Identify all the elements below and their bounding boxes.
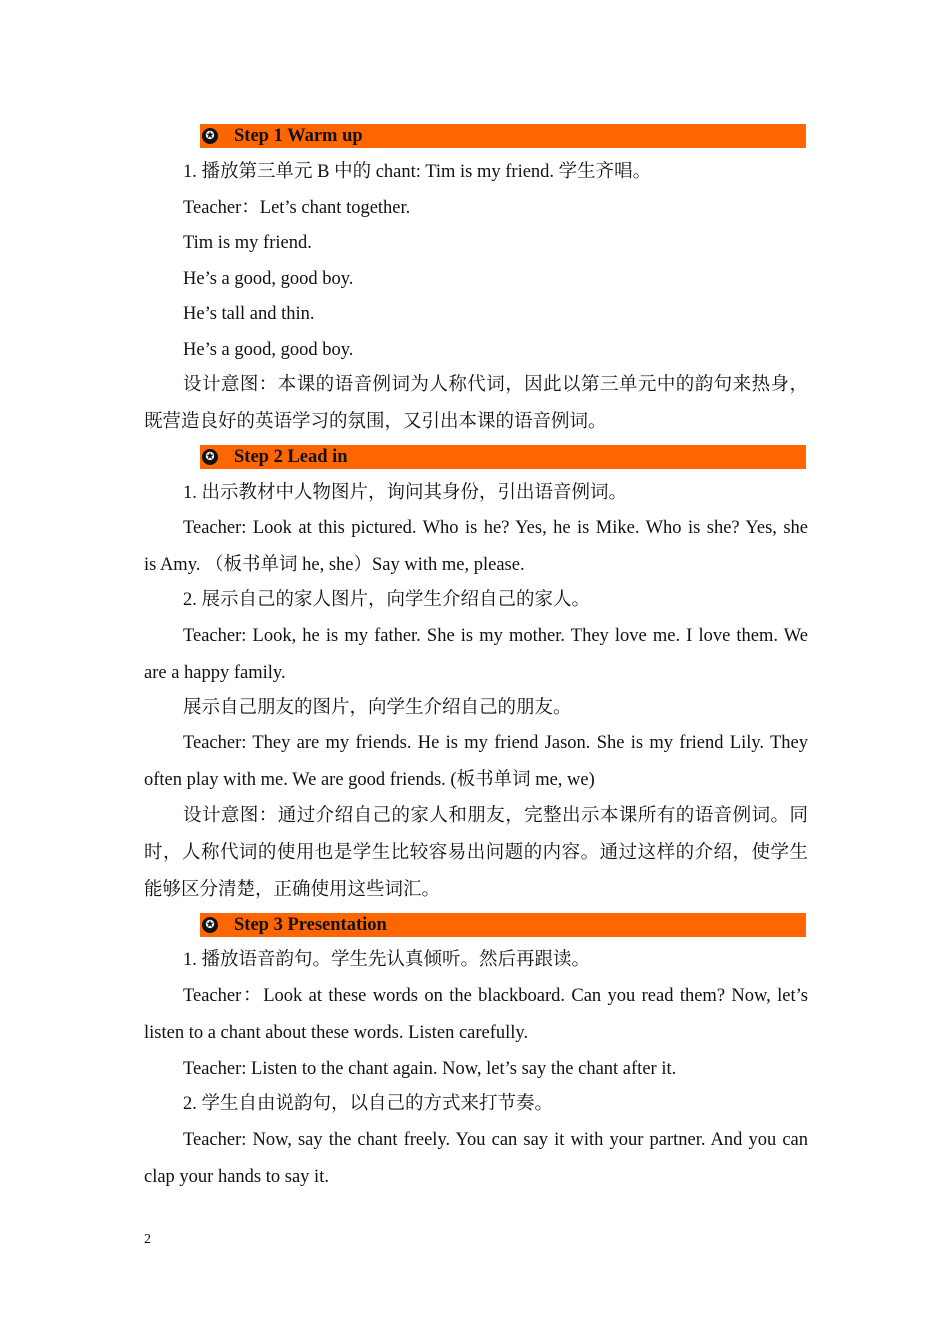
paragraph-line: 1. 播放语音韵句。学生先认真倾听。然后再跟读。 xyxy=(183,950,591,970)
paragraph-line: Teacher: They are my friends. He is my friend Jason. She is my friend Lily. They xyxy=(183,733,808,753)
paragraph-line: 1. 出示教材中人物图片，询问其身份，引出语音例词。 xyxy=(183,483,628,503)
paragraph-line: is Amy. （板书单词 he, she）Say with me, please. xyxy=(144,555,525,575)
step-2-title: Step 2 Lead in xyxy=(234,446,348,467)
star-circle-icon: ✪ xyxy=(202,917,218,933)
paragraph-line: Teacher: Now, say the chant freely. You can say it with your partner. And you can xyxy=(183,1130,808,1150)
paragraph-line: 设计意图：通过介绍自己的家人和朋友，完整出示本课所有的语音例词。同 xyxy=(183,806,808,826)
paragraph-line: 2. 展示自己的家人图片，向学生介绍自己的家人。 xyxy=(183,590,591,610)
paragraph-line: Teacher：Let’s chant together. xyxy=(183,198,411,218)
star-circle-icon: ✪ xyxy=(202,128,218,144)
paragraph-line: are a happy family. xyxy=(144,663,286,683)
paragraph-line: Teacher：Look at these words on the blackboard. Can you read them? Now, let’s xyxy=(183,986,808,1006)
paragraph-line: clap your hands to say it. xyxy=(144,1167,329,1187)
paragraph-line: Teacher: Look at this pictured. Who is he? Yes, he is Mike. Who is she? Yes, she xyxy=(183,518,808,538)
paragraph-line: He’s a good, good boy. xyxy=(183,340,354,360)
paragraph-line: 展示自己朋友的图片，向学生介绍自己的朋友。 xyxy=(183,698,572,718)
page-number: 2 xyxy=(144,1232,151,1247)
paragraph-line: 既营造良好的英语学习的氛围，又引出本课的语音例词。 xyxy=(144,412,607,432)
paragraph-line: He’s tall and thin. xyxy=(183,304,315,324)
step-1-title: Step 1 Warm up xyxy=(234,125,363,146)
paragraph-line: Tim is my friend. xyxy=(183,233,312,253)
step-3-title: Step 3 Presentation xyxy=(234,914,387,935)
step-1-header xyxy=(200,124,806,148)
paragraph-line: He’s a good, good boy. xyxy=(183,269,354,289)
paragraph-line: 时，人称代词的使用也是学生比较容易出问题的内容。通过这样的介绍，使学生 xyxy=(144,843,808,863)
paragraph-line: Teacher: Listen to the chant again. Now, let’s say the chant after it. xyxy=(183,1059,677,1079)
paragraph-line: 能够区分清楚，正确使用这些词汇。 xyxy=(144,880,441,900)
paragraph-line: 设计意图：本课的语音例词为人称代词，因此以第三单元中的韵句来热身， xyxy=(183,375,808,395)
paragraph-line: 2. 学生自由说韵句，以自己的方式来打节奏。 xyxy=(183,1094,554,1114)
paragraph-line: listen to a chant about these words. Listen carefully. xyxy=(144,1023,529,1043)
star-circle-icon: ✪ xyxy=(202,449,218,465)
step-3-header xyxy=(200,913,806,937)
paragraph-line: Teacher: Look, he is my father. She is my mother. They love me. I love them. We xyxy=(183,626,808,646)
step-2-header xyxy=(200,445,806,469)
paragraph-line: 1. 播放第三单元 B 中的 chant: Tim is my friend. 学生齐唱。 xyxy=(183,162,652,182)
paragraph-line: often play with me. We are good friends. (板书单词 me, we) xyxy=(144,770,595,790)
